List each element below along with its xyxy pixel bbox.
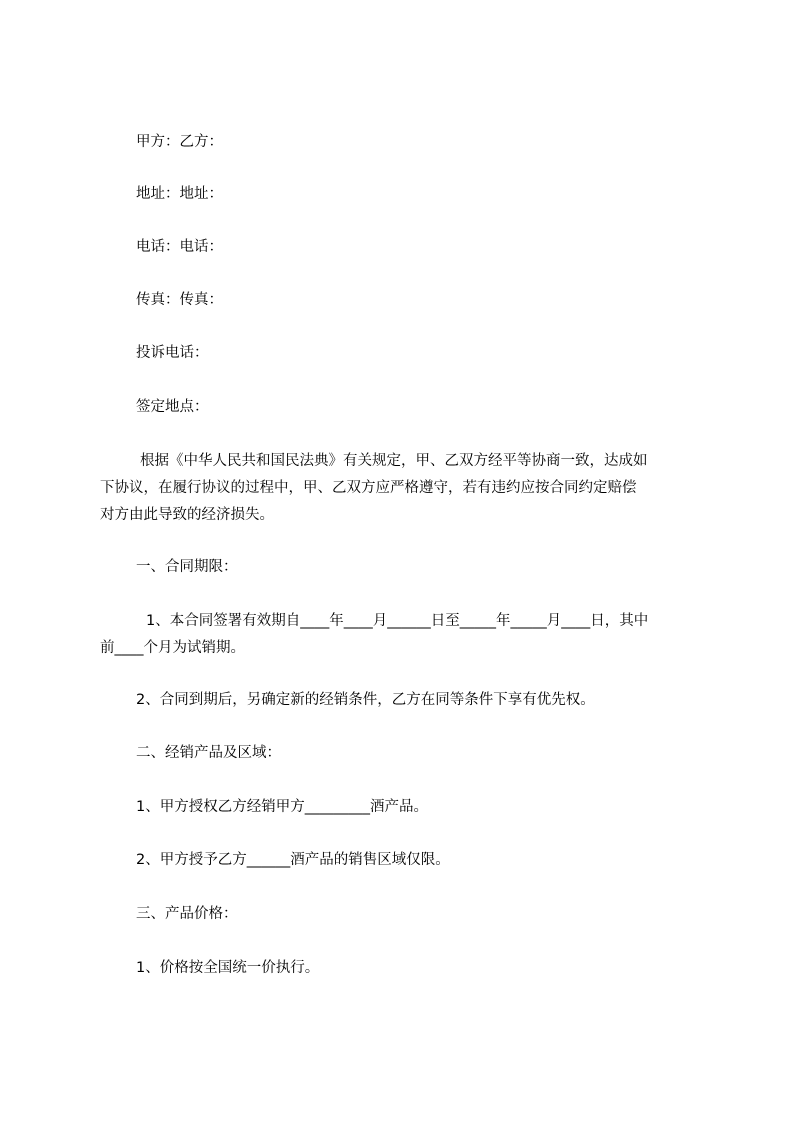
section-2-heading: 二、经销产品及区域： [136,745,281,761]
preamble-line-1: 根据《中华人民共和国民法典》有关规定，甲、乙双方经平等协商一致，达成如 [140,453,648,469]
section-1-item-2: 2、合同到期后，另确定新的经销条件，乙方在同等条件下享有优先权。 [136,692,595,708]
complaint-phone-line: 投诉电话： [136,345,209,361]
phone-line: 电话：电话： [136,239,223,255]
signing-place-line: 签定地点： [136,399,209,415]
section-1-heading: 一、合同期限： [136,559,238,575]
fax-line: 传真：传真： [136,292,223,308]
section-2-item-1: 1、甲方授权乙方经销甲方_________酒产品。 [136,799,428,815]
preamble-line-2: 下协议，在履行协议的过程中，甲、乙双方应严格遵守，若有违约应按合同约定赔偿 [100,480,637,496]
party-line: 甲方：乙方： [136,134,223,150]
section-1-item-1-line-2: 前____个月为试销期。 [100,640,245,656]
section-3-item-1: 1、价格按全国统一价执行。 [136,960,320,976]
section-1-item-1-line-1: 1、本合同签署有效期自____年____月______日至_____年_____月____日，其中 [146,613,649,629]
preamble-line-3: 对方由此导致的经济损失。 [100,507,274,523]
section-2-item-2: 2、甲方授予乙方______酒产品的销售区域仅限。 [136,852,450,868]
address-line: 地址：地址： [136,186,223,202]
section-3-heading: 三、产品价格： [136,906,238,922]
